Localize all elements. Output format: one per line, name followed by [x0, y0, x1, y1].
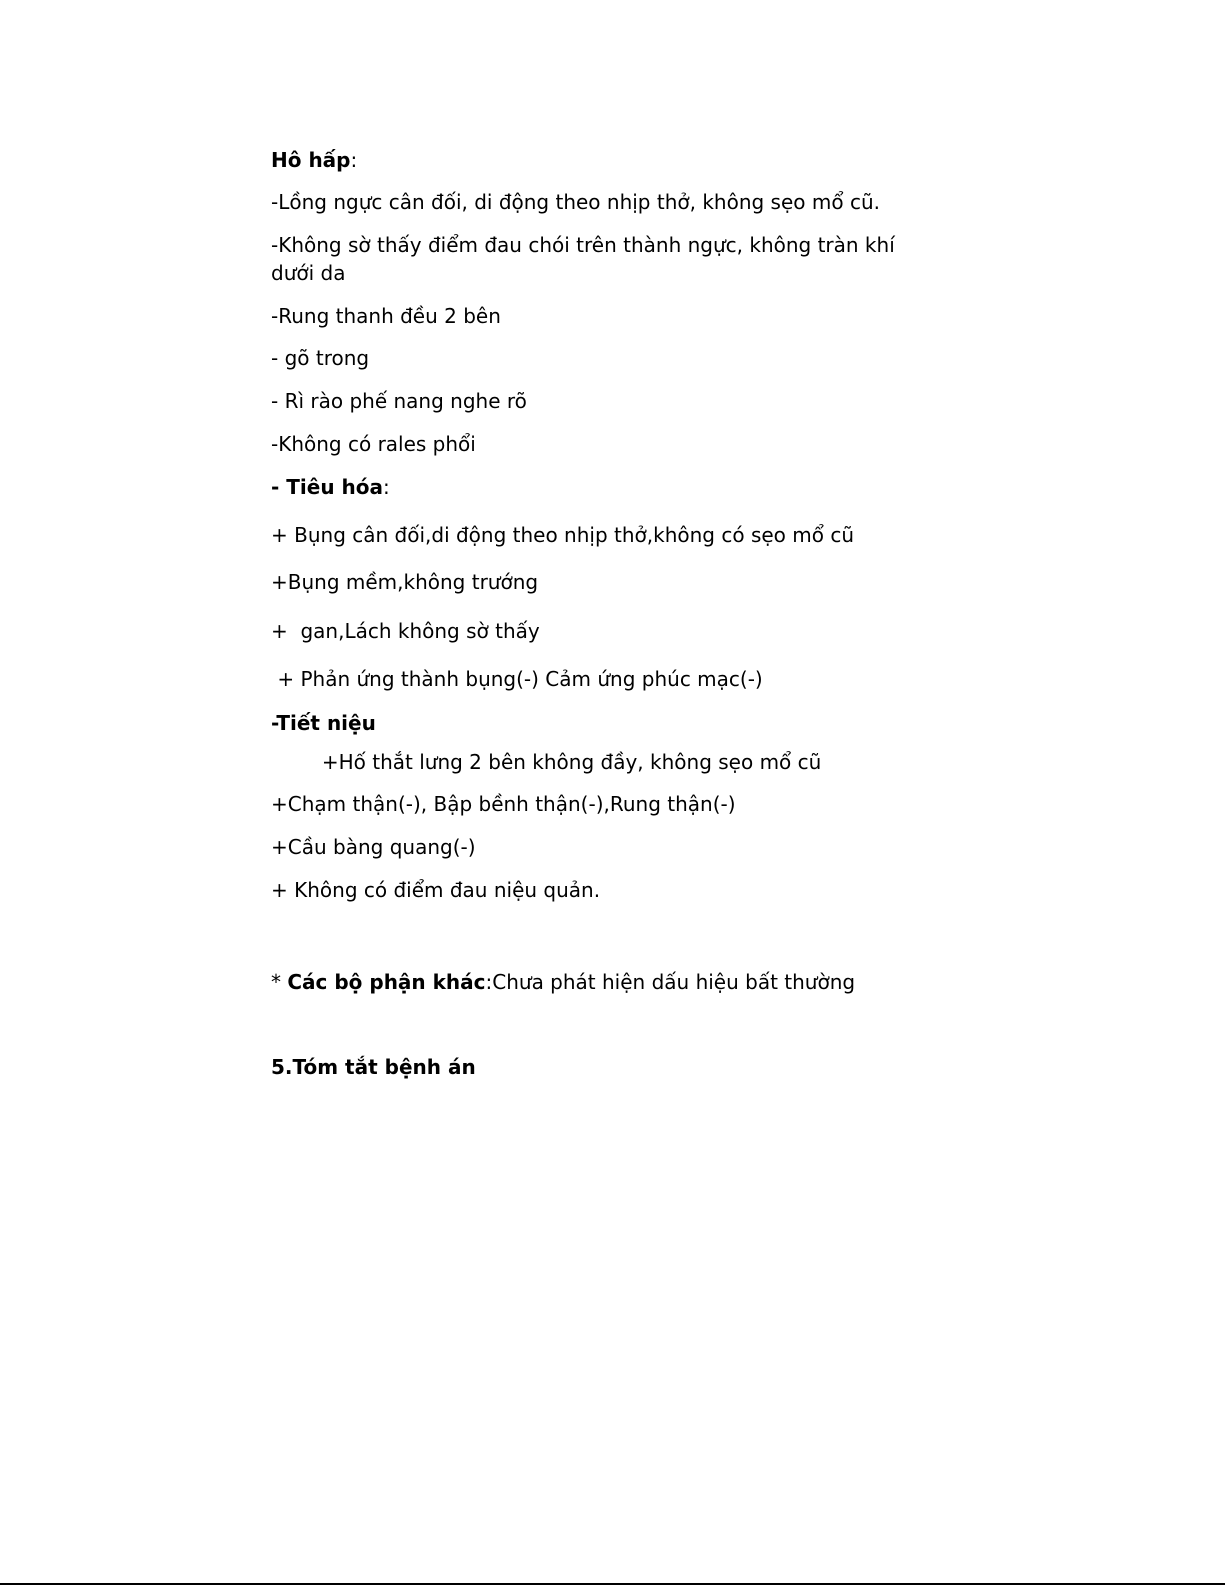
- tiet-nieu-title: -Tiết niệu: [271, 711, 376, 735]
- tieu-hoa-item-2: +Bụng mềm,không trướng: [271, 570, 539, 594]
- cac-bo-phan-khac-title: Các bộ phận khác: [287, 970, 486, 994]
- tiet-nieu-item-3: +Cầu bàng quang(-): [271, 835, 476, 859]
- ho-hap-colon: :: [350, 148, 358, 172]
- ho-hap-heading: [271, 146, 357, 174]
- tieu-hoa-title: - Tiêu hóa: [271, 475, 384, 499]
- tieu-hoa-item-1: + Bụng cân đối,di động theo nhịp thở,không có sẹo mổ cũ: [271, 523, 855, 547]
- ho-hap-item-6: -Không có rales phổi: [271, 432, 476, 456]
- ho-hap-item-5: - Rì rào phế nang nghe rõ: [271, 389, 527, 413]
- tieu-hoa-heading: [271, 473, 390, 501]
- section-5-heading: [271, 1053, 476, 1081]
- tiet-nieu-item-2: +Chạm thận(-), Bập bềnh thận(-),Rung thận(-): [271, 792, 736, 816]
- tieu-hoa-item-4: + Phản ứng thành bụng(-) Cảm ứng phúc mạc(-): [271, 667, 763, 691]
- cac-bo-phan-khac-text: :Chưa phát hiện dấu hiệu bất thường: [485, 970, 856, 994]
- section-5-title: 5.Tóm tắt bệnh án: [271, 1055, 476, 1079]
- tiet-nieu-heading: [271, 709, 376, 737]
- tieu-hoa-item-3: + gan,Lách không sờ thấy: [271, 619, 540, 643]
- cac-bo-phan-khac-prefix: *: [271, 970, 288, 994]
- ho-hap-item-2: -Không sờ thấy điểm đau chói trên thành ngực, không tràn khí dưới da: [271, 233, 895, 285]
- tiet-nieu-item-1: +Hố thắt lưng 2 bên không đầy, không sẹo mổ cũ: [271, 750, 822, 774]
- ho-hap-title: Hô hấp: [271, 148, 351, 172]
- tiet-nieu-item-4: + Không có điểm đau niệu quản.: [271, 878, 601, 902]
- ho-hap-item-3: -Rung thanh đều 2 bên: [271, 304, 501, 328]
- ho-hap-item-4: - gõ trong: [271, 346, 370, 370]
- ho-hap-item-1: -Lồng ngực cân đối, di động theo nhịp thở, không sẹo mổ cũ.: [271, 190, 880, 214]
- cac-bo-phan-khac: [271, 968, 855, 996]
- tieu-hoa-colon: :: [383, 475, 390, 499]
